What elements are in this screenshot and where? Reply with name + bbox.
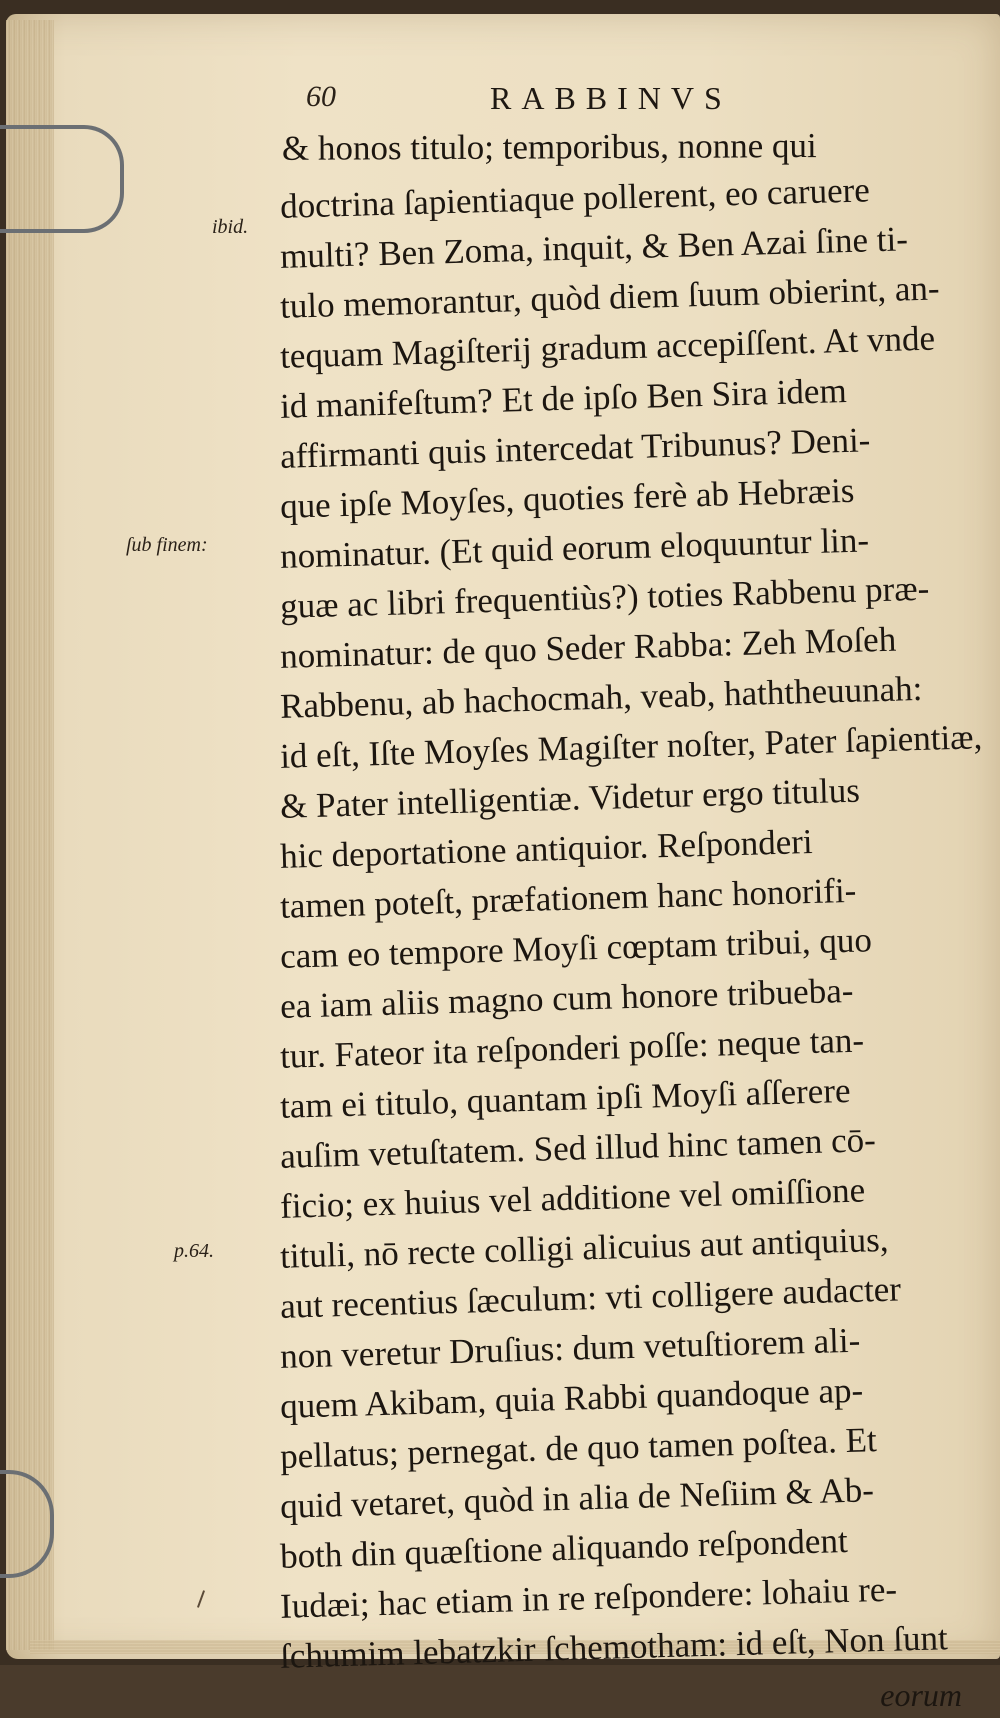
text-line: tequam Magiſterij gradum accepiſſent. At vnde (279, 318, 936, 376)
text-line: tam ei titulo, quantam ipſi Moyſi aſſerere (279, 1070, 851, 1126)
text-line: ea iam aliis magno cum honore tribueba- (279, 970, 854, 1026)
text-line: & Pater intelligentiæ. Videtur ergo titulus (279, 770, 861, 826)
text-line: auſim vetuſtatem. Sed illud hinc tamen cō- (279, 1120, 877, 1176)
page-number: 60 (306, 80, 336, 113)
margin-note-page-ref: p.64. (174, 1240, 214, 1262)
paper-clip-top (0, 125, 124, 233)
text-line: doctrina ſapientiaque pollerent, eo caruere (279, 170, 871, 226)
text-line: Rabbenu, ab hachocmah, veab, haththeuunah: (279, 668, 923, 726)
text-line: id eſt, Iſte Moyſes Magiſter noſter, Pater ſapientiæ, (279, 717, 983, 776)
catchword: eorum (880, 1677, 962, 1713)
margin-note-ibid: ibid. (212, 216, 249, 238)
text-line: affirmanti quis intercedat Tribunus? Deni- (279, 420, 871, 476)
text-line: multi? Ben Zoma, inquit, & Ben Azai ſine ti- (279, 219, 909, 276)
text-line: id manifeſtum? Et de ipſo Ben Sira idem (279, 371, 848, 426)
running-head (300, 80, 860, 120)
text-block (279, 122, 983, 1718)
text-line: tulo memorantur, quòd diem ſuum obierint, an- (279, 268, 941, 326)
text-line: tituli, nō recte colligi alicuius aut antiquius, (279, 1219, 889, 1276)
text-line: Iudæi; hac etiam in re reſpondere: lohaiu re- (279, 1569, 898, 1626)
text-line: quid vetaret, quòd in alia de Neſiim & Ab- (279, 1470, 875, 1526)
text-line: pellatus; pernegat. de quo tamen poſtea. Et (279, 1420, 878, 1476)
running-title: RABBINVS (490, 80, 732, 116)
page-edges (6, 20, 54, 1650)
text-line: both din quæſtione aliquando reſpondent (279, 1520, 849, 1576)
text-line: aut recentius ſæculum: vti colligere audacter (279, 1269, 902, 1326)
text-line: cam eo tempore Moyſi cœptam tribui, quo (279, 920, 873, 976)
text-line: que ipſe Moyſes, quoties ferè ab Hebræis (279, 470, 855, 526)
text-line: nominatur. (Et quid eorum eloquuntur lin- (279, 520, 870, 576)
text-line: & honos titulo; temporibus, nonne qui (281, 126, 817, 168)
text-line: nominatur: de quo Seder Rabba: Zeh Moſeh (279, 619, 897, 676)
text-line: guæ ac libri frequentiùs?) toties Rabbenu præ- (279, 568, 930, 626)
text-line: tamen poteſt, præfationem hanc honorifi- (279, 870, 857, 926)
margin-note-sub-finem: ſub finem: (126, 534, 208, 556)
text-line: tur. Fateor ita reſponderi poſſe: neque tan- (279, 1020, 865, 1076)
text-line: quem Akibam, quia Rabbi quandoque ap- (279, 1370, 864, 1426)
text-line: non veretur Druſius: dum vetuſtiorem ali- (279, 1320, 861, 1376)
text-line: hic deportatione antiquior. Reſponderi (279, 821, 814, 876)
text-line: ſchumim lebatzkir ſchemotham: id eſt, Non ſunt (279, 1618, 949, 1676)
text-line: ficio; ex huius vel additione vel omiſſione (279, 1170, 866, 1226)
